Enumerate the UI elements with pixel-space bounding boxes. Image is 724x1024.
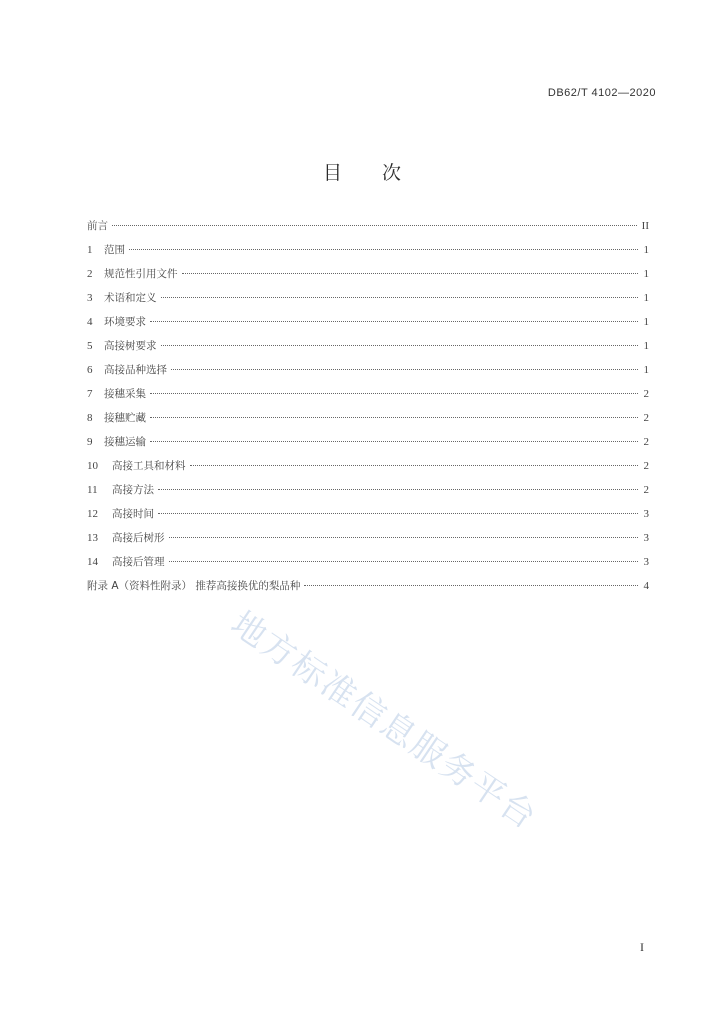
toc-dot-leader <box>112 225 637 226</box>
toc-entry-page: 2 <box>643 460 649 472</box>
toc-entry-page: 3 <box>643 532 649 544</box>
toc-entry-title: 高接方法 <box>112 484 154 496</box>
toc-entry-number: 14 <box>87 556 98 568</box>
toc-title-char-1: 目 <box>322 162 342 184</box>
toc-entry-number: 13 <box>87 532 98 544</box>
toc-entry-page: 1 <box>643 292 649 304</box>
toc-entry-9[interactable] <box>87 434 649 458</box>
toc-entry-page: 1 <box>643 340 649 352</box>
toc-entry-page: 1 <box>643 268 649 280</box>
toc-entry-page: 2 <box>643 388 649 400</box>
toc-dot-leader <box>150 393 638 394</box>
toc-entry-number: 1 <box>87 244 93 256</box>
toc-dot-leader <box>129 249 638 250</box>
toc-entry-3[interactable] <box>87 290 649 314</box>
toc-entry-4[interactable] <box>87 314 649 338</box>
toc-entry-foreword[interactable] <box>87 218 649 242</box>
toc-entry-title: 高接工具和材料 <box>112 460 186 472</box>
watermark-text: 地方标准信息服务平台 <box>223 603 545 839</box>
toc-entry-page: II <box>641 220 649 232</box>
toc-entry-14[interactable] <box>87 554 649 578</box>
toc-dot-leader <box>161 297 639 298</box>
toc-dot-leader <box>304 585 638 586</box>
toc-entry-number: 8 <box>87 412 93 424</box>
toc-entry-title: 前言 <box>87 220 108 232</box>
toc-entry-page: 2 <box>643 484 649 496</box>
toc-entry-10[interactable] <box>87 458 649 482</box>
toc-entry-number: 4 <box>87 316 93 328</box>
page-number: I <box>640 940 644 954</box>
toc-dot-leader <box>150 321 638 322</box>
toc-entry-page: 3 <box>643 508 649 520</box>
toc-entry-number: 11 <box>87 484 98 496</box>
toc-entry-title: 高接后管理 <box>112 556 165 568</box>
toc-entry-title: 术语和定义 <box>104 292 157 304</box>
toc-title-char-2: 次 <box>382 162 402 184</box>
toc-entry-page: 1 <box>643 244 649 256</box>
toc-entry-12[interactable] <box>87 506 649 530</box>
toc-entry-title: 范围 <box>104 244 125 256</box>
toc-entry-title: 高接时间 <box>112 508 154 520</box>
toc-entry-number: 10 <box>87 460 98 472</box>
document-code: DB62/T 4102—2020 <box>547 87 656 99</box>
toc-entry-11[interactable] <box>87 482 649 506</box>
toc-entry-title: 规范性引用文件 <box>104 268 178 280</box>
toc-entry-page: 4 <box>643 580 649 592</box>
toc-entry-appendix-a[interactable] <box>87 578 649 602</box>
toc-entry-page: 3 <box>643 556 649 568</box>
toc-entry-title: 接穗运输 <box>104 436 146 448</box>
toc-entry-number: 9 <box>87 436 93 448</box>
toc-entry-8[interactable] <box>87 410 649 434</box>
toc-entry-7[interactable] <box>87 386 649 410</box>
toc-dot-leader <box>190 465 639 466</box>
table-of-contents <box>87 218 649 602</box>
toc-entry-number: 12 <box>87 508 98 520</box>
toc-entry-6[interactable] <box>87 362 649 386</box>
toc-dot-leader <box>169 537 639 538</box>
toc-entry-title: 高接品种选择 <box>104 364 167 376</box>
toc-entry-2[interactable] <box>87 266 649 290</box>
toc-dot-leader <box>169 561 639 562</box>
toc-entry-page: 1 <box>643 364 649 376</box>
toc-entry-title: 高接后树形 <box>112 532 165 544</box>
toc-dot-leader <box>161 345 639 346</box>
toc-entry-page: 2 <box>643 412 649 424</box>
toc-title <box>0 158 724 185</box>
toc-entry-page: 1 <box>643 316 649 328</box>
toc-entry-title: 高接树要求 <box>104 340 157 352</box>
toc-dot-leader <box>182 273 639 274</box>
toc-dot-leader <box>150 441 638 442</box>
toc-entry-title: 环境要求 <box>104 316 146 328</box>
toc-entry-number: 2 <box>87 268 93 280</box>
toc-entry-1[interactable] <box>87 242 649 266</box>
toc-entry-13[interactable] <box>87 530 649 554</box>
toc-entry-title: 附录 A（资料性附录） 推荐高接换优的梨品种 <box>87 580 301 592</box>
toc-entry-page: 2 <box>643 436 649 448</box>
toc-dot-leader <box>158 513 638 514</box>
toc-entry-number: 7 <box>87 388 93 400</box>
toc-entry-number: 6 <box>87 364 93 376</box>
toc-dot-leader <box>150 417 638 418</box>
toc-entry-number: 5 <box>87 340 93 352</box>
toc-entry-title: 接穗贮藏 <box>104 412 146 424</box>
toc-dot-leader <box>158 489 638 490</box>
toc-entry-5[interactable] <box>87 338 649 362</box>
toc-dot-leader <box>171 369 638 370</box>
toc-entry-number: 3 <box>87 292 93 304</box>
toc-entry-title: 接穗采集 <box>104 388 146 400</box>
